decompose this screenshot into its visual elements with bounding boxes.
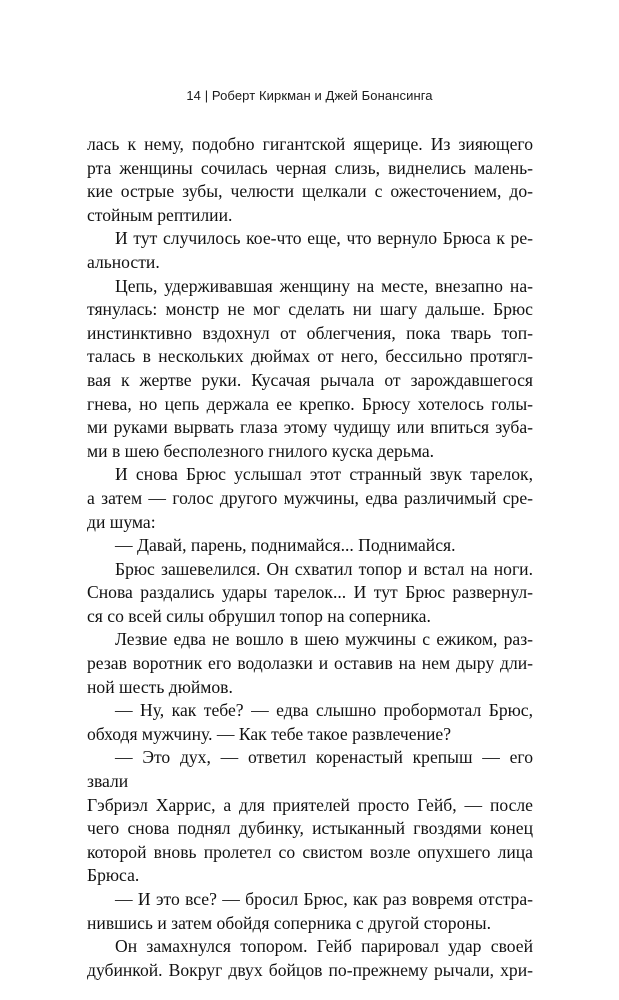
text-line: Брюса.: [87, 865, 140, 886]
text-line: — Давай, парень, поднимайся... Поднимайся.: [115, 535, 456, 556]
paragraph: [87, 227, 533, 274]
text-line: резав воротник его водолазки и оставив на нем дыру дли-: [87, 653, 533, 674]
paragraph: [87, 888, 533, 935]
text-line: лась к нему, подобно гигантской ящерице. Из зияющего: [87, 134, 533, 154]
text-line: — Ну, как тебе? — едва слышно пробормотал Брюс,: [115, 700, 533, 721]
paragraph: [87, 558, 533, 629]
text-line: И тут случилось кое-что еще, что вернуло Брюса к ре-: [115, 228, 533, 249]
text-line: инстинктивно вздохнул от облегчения, пока тварь топ-: [87, 322, 533, 343]
text-line: — Это дух, — ответил коренастый крепыш — его звали: [87, 747, 533, 792]
text-line: ми в шею бесполезного гнилого куска дерьма.: [87, 440, 435, 461]
paragraph: [87, 935, 533, 982]
text-line: Цепь, удерживавшая женщину на месте, внезапно на-: [115, 275, 533, 296]
paragraph: [87, 746, 533, 888]
text-line: ной шесть дюймов.: [87, 676, 233, 697]
text-line: Снова раздались удары тарелок... И тут Брюс развернул-: [87, 582, 533, 603]
text-line: ся со всей силы обрушил топор на соперника.: [87, 605, 431, 626]
text-line: кие острые зубы, челюсти щелкали с ожесточением, до-: [87, 181, 533, 202]
text-line: Он замахнулся топором. Гейб парировал удар своей: [115, 936, 533, 957]
paragraph: [87, 463, 533, 534]
text-line: ди шума:: [87, 511, 156, 532]
text-line: гнева, но цепь держала ее крепко. Брюсу хотелось голы-: [87, 393, 533, 414]
text-line: а затем — голос другого мужчины, едва различимый сре-: [87, 487, 533, 508]
text-line: — И это все? — бросил Брюс, как раз вовремя отстра-: [115, 889, 533, 909]
paragraph: [87, 699, 533, 746]
text-line: вая к жертве руки. Кусачая рычала от зарождавшегося: [87, 369, 533, 390]
text-line: дубинкой. Вокруг двух бойцов по-прежнему рычали, хри-: [87, 959, 533, 980]
text-line: талась в нескольких дюймах от него, бессильно протягл-: [87, 346, 533, 367]
text-line: тянулась: монстр не мог сделать ни шагу дальше. Брюс: [87, 299, 533, 320]
paragraph: [87, 275, 533, 464]
text-line: которой вновь пролетел со свистом возле опухшего лица: [87, 841, 533, 862]
paragraph: [87, 534, 533, 558]
text-line: Брюс зашевелился. Он схватил топор и встал на ноги.: [115, 558, 533, 579]
text-line: рта женщины сочилась черная слизь, виднелись малень-: [87, 157, 533, 178]
text-line: Гэбриэл Харрис, а для приятелей просто Гейб, — после: [87, 794, 533, 815]
text-line: нившись и затем обойдя соперника с другой стороны.: [87, 912, 492, 933]
text-line: стойным рептилии.: [87, 204, 233, 225]
text-line: чего снова поднял дубинку, истыканный гвоздями конец: [87, 818, 533, 839]
body-text: [87, 133, 533, 982]
paragraph: [87, 133, 533, 227]
text-line: ми руками вырвать глаза этому чудищу или впиться зуба-: [87, 417, 533, 438]
text-line: И снова Брюс услышал этот странный звук тарелок,: [115, 464, 533, 485]
text-line: альности.: [87, 251, 160, 272]
running-head: 14 | Роберт Киркман и Джей Бонансинга: [186, 88, 433, 103]
text-line: обходя мужчину. — Как тебе такое развлечение?: [87, 723, 452, 744]
text-line: Лезвие едва не вошло в шею мужчины с ежиком, раз-: [115, 629, 533, 650]
paragraph: [87, 628, 533, 699]
